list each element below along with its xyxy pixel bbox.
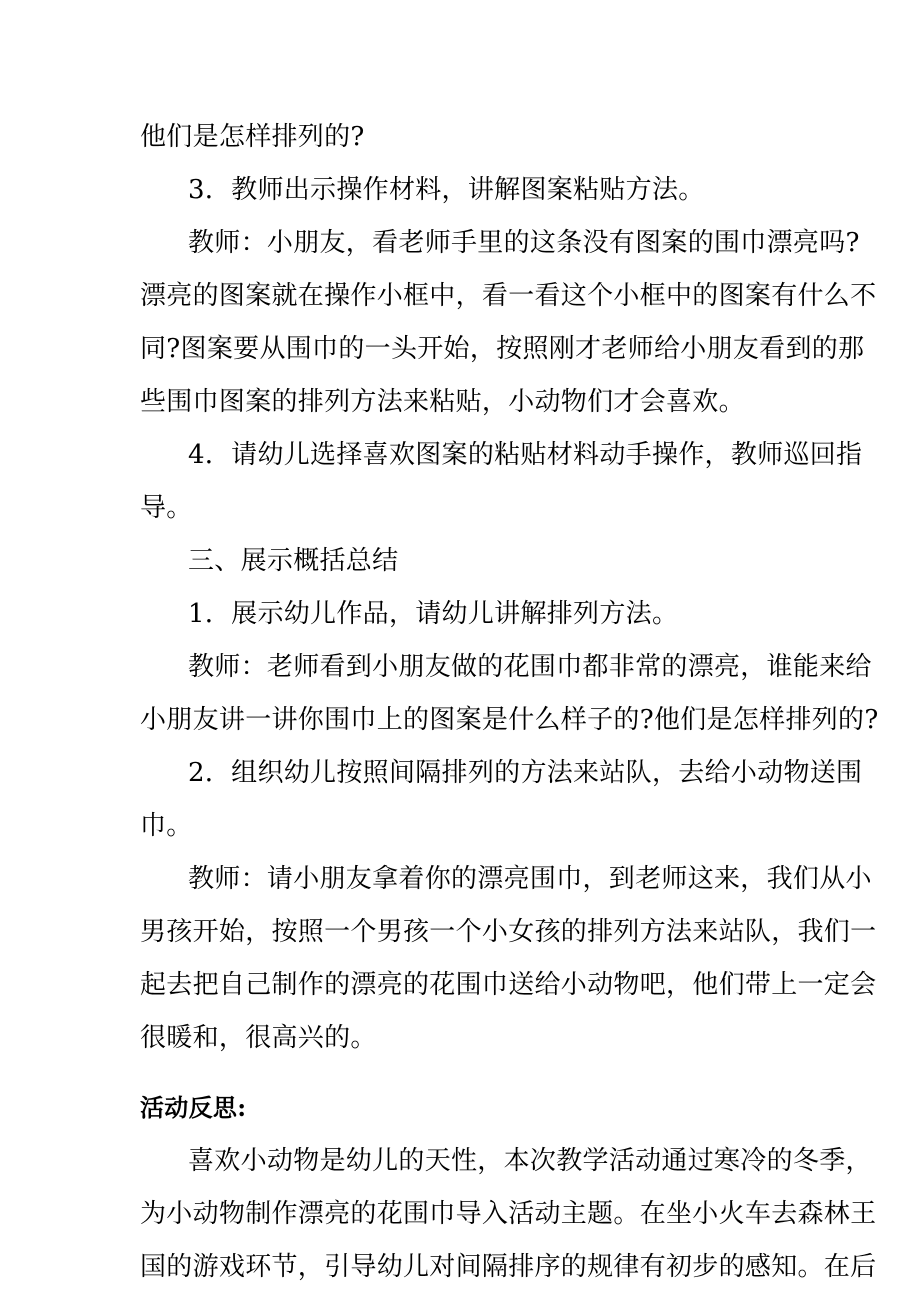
text-line: 很暖和，很高兴的。 [140, 1023, 377, 1053]
text-line: 巾。 [140, 811, 193, 841]
text-line: 教师：请小朋友拿着你的漂亮围巾，到老师这来，我们从小 [188, 864, 872, 894]
text-line: 教师：老师看到小朋友做的花围巾都非常的漂亮，谁能来给 [188, 652, 872, 682]
text-line: 教师：小朋友，看老师手里的这条没有图案的围巾漂亮吗? [188, 228, 860, 258]
text-line: 2．组织幼儿按照间隔排列的方法来站队，去给小动物送围 [188, 758, 863, 788]
text-line: 国的游戏环节，引导幼儿对间隔排序的规律有初步的感知。在后 [140, 1252, 877, 1282]
text-line: 3．教师出示操作材料，讲解图案粘贴方法。 [188, 175, 705, 205]
text-line: 些围巾图案的排列方法来粘贴，小动物们才会喜欢。 [140, 387, 745, 417]
text-line: 小朋友讲一讲你围巾上的图案是什么样子的?他们是怎样排列的? [140, 705, 879, 735]
text-line: 漂亮的图案就在操作小框中，看一看这个小框中的图案有什么不 [140, 281, 877, 311]
section-heading: 三、展示概括总结 [188, 546, 399, 576]
text-line: 同?图案要从围巾的一头开始，按照刚才老师给小朋友看到的那 [140, 334, 865, 364]
text-line: 男孩开始，按照一个男孩一个小女孩的排列方法来站队，我们一 [140, 917, 877, 947]
text-line: 起去把自己制作的漂亮的花围巾送给小动物吧，他们带上一定会 [140, 970, 877, 1000]
text-line: 4．请幼儿选择喜欢图案的粘贴材料动手操作，教师巡回指 [188, 440, 863, 470]
text-line: 1．展示幼儿作品，请幼儿讲解排列方法。 [188, 599, 679, 629]
text-line: 他们是怎样排列的? [140, 122, 365, 152]
text-line: 喜欢小动物是幼儿的天性，本次教学活动通过寒冷的冬季， [188, 1146, 872, 1176]
reflection-heading: 活动反思: [140, 1093, 247, 1122]
text-line: 为小动物制作漂亮的花围巾导入活动主题。在坐小火车去森林王 [140, 1199, 877, 1229]
text-line: 导。 [140, 493, 193, 523]
